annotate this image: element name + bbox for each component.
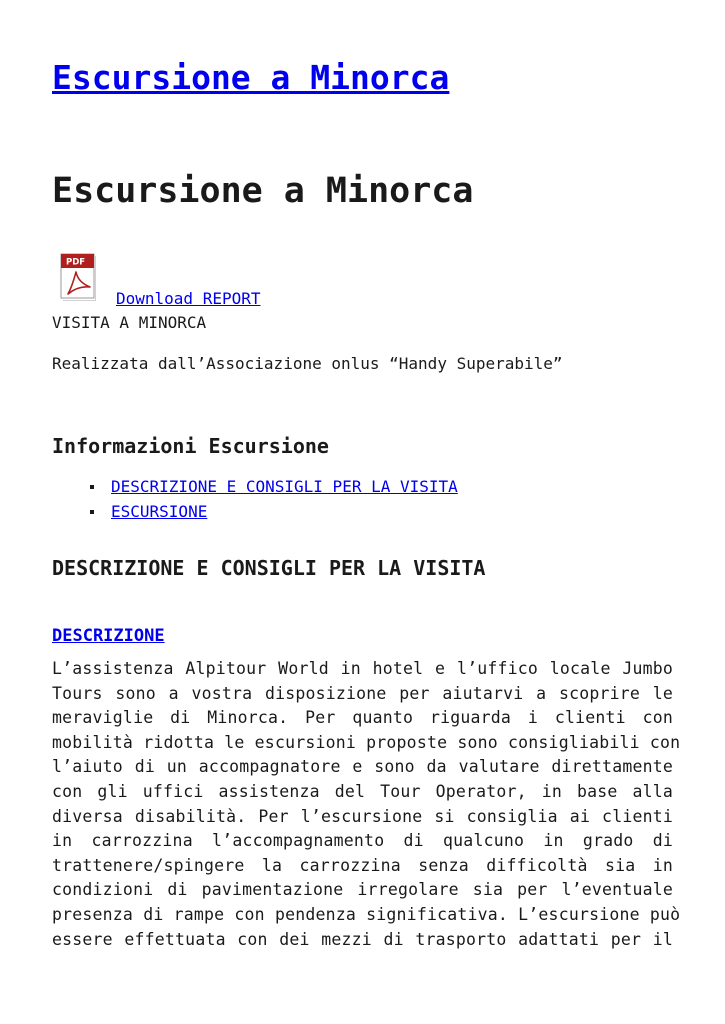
- pdf-badge-label: PDF: [66, 257, 86, 268]
- subsection-link-descrizione[interactable]: DESCRIZIONE: [52, 626, 165, 646]
- download-report-link[interactable]: Download REPORT: [116, 289, 261, 308]
- pdf-file-icon[interactable]: [60, 253, 98, 301]
- credit-text: Realizzata dall’Associazione onlus “Handy Superabile”: [52, 354, 563, 373]
- paragraph-line: mobilità ridotta le escursioni proposte sono consigliabili con: [52, 732, 681, 752]
- page-title: Escursione a Minorca: [52, 171, 474, 211]
- table-of-contents: [100, 476, 458, 525]
- post-title-link[interactable]: Escursione a Minorca: [52, 58, 450, 97]
- bullet-icon: [90, 510, 94, 514]
- paragraph-line: con gli uffici assistenza del Tour Operator, in base alla: [52, 781, 673, 801]
- toc-item: [100, 476, 458, 501]
- bullet-icon: [90, 485, 94, 489]
- toc-item: [100, 501, 458, 526]
- paragraph-line: L’assistenza Alpitour World in hotel e l’uffico locale Jumbo: [52, 659, 673, 678]
- paragraph-line: condizioni di pavimentazione irregolare sia per l’eventuale: [52, 880, 673, 900]
- info-heading: Informazioni Escursione: [52, 434, 329, 458]
- paragraph-line: l’aiuto di un accompagnatore e sono da valutare direttamente: [52, 757, 673, 777]
- paragraph-line: presenza di rampe con pendenza significativa. L’escursione può: [52, 904, 681, 924]
- toc-link-escursione[interactable]: ESCURSIONE: [111, 501, 208, 521]
- toc-link-descrizione-consigli[interactable]: DESCRIZIONE E CONSIGLI PER LA VISITA: [111, 477, 458, 496]
- paragraph-line: essere effettuata con dei mezzi di trasporto adattati per il: [52, 929, 673, 949]
- paragraph-line: diversa disabilità. Per l’escursione si consiglia ai clienti: [52, 806, 673, 826]
- paragraph-line: in carrozzina l’accompagnamento di qualcuno in grado di: [52, 831, 673, 851]
- description-paragraph: [52, 657, 681, 952]
- paragraph-line: trattenere/spingere la carrozzina senza difficoltà sia in: [52, 855, 673, 875]
- paragraph-line: Tours sono a vostra disposizione per aiutarvi a scoprire le: [52, 683, 673, 703]
- section-heading: DESCRIZIONE E CONSIGLI PER LA VISITA: [52, 556, 486, 580]
- paragraph-line: meraviglie di Minorca. Per quanto riguarda i clienti con: [52, 708, 673, 728]
- visit-label: VISITA A MINORCA: [52, 313, 207, 332]
